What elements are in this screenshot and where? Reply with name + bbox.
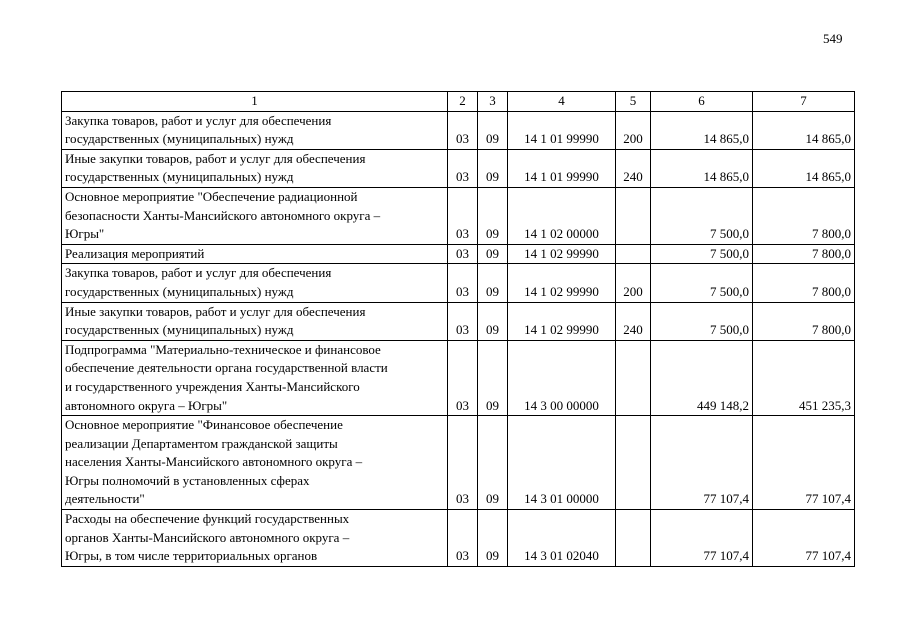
description-line: государственных (муниципальных) нужд [65,131,294,147]
table-row [62,302,855,340]
amount-year-2: 451 235,3 [753,340,855,415]
row-description [62,340,448,415]
description-line: Основное мероприятие "Обеспечение радиационной [65,188,358,204]
description-line: Расходы на обеспечение функций государственных [65,511,350,527]
target-article-code: 14 1 01 99990 [508,111,616,149]
amount-year-2: 7 800,0 [753,302,855,340]
subsection-code: 09 [478,340,508,415]
target-article-code: 14 3 01 02040 [508,510,616,567]
description-line: Югры полномочий в установленных сферах [65,472,310,488]
row-description [62,149,448,187]
section-code: 03 [448,111,478,149]
expense-type-code: 240 [616,302,651,340]
section-code: 03 [448,340,478,415]
table-body [62,111,855,566]
section-code: 03 [448,302,478,340]
description-line: реализации Департаментом гражданской защиты [65,435,338,451]
description-line: Иные закупки товаров, работ и услуг для обеспечения [65,303,366,319]
table-header [62,92,855,112]
header-col-7: 7 [753,92,855,112]
description-line: обеспечение деятельности органа государственной власти [65,360,388,376]
amount-year-1: 7 500,0 [651,187,753,244]
section-code: 03 [448,416,478,510]
row-description [62,302,448,340]
target-article-code: 14 1 01 99990 [508,149,616,187]
description-line: Закупка товаров, работ и услуг для обеспечения [65,112,332,128]
amount-year-1: 14 865,0 [651,111,753,149]
subsection-code: 09 [478,244,508,264]
target-article-code: 14 1 02 00000 [508,187,616,244]
header-col-2: 2 [448,92,478,112]
section-code: 03 [448,149,478,187]
table-row [62,340,855,415]
description-line: Закупка товаров, работ и услуг для обеспечения [65,265,332,281]
expense-type-code: 200 [616,264,651,302]
amount-year-2: 7 800,0 [753,264,855,302]
expense-type-code [616,340,651,415]
header-col-1: 1 [62,92,448,112]
header-col-3: 3 [478,92,508,112]
amount-year-1: 7 500,0 [651,302,753,340]
table-row [62,416,855,510]
description-line: государственных (муниципальных) нужд [65,169,294,185]
budget-table [61,91,855,567]
target-article-code: 14 1 02 99990 [508,264,616,302]
row-description [62,187,448,244]
description-line: государственных (муниципальных) нужд [65,322,294,338]
subsection-code: 09 [478,149,508,187]
subsection-code: 09 [478,264,508,302]
subsection-code: 09 [478,416,508,510]
amount-year-2: 14 865,0 [753,111,855,149]
amount-year-1: 7 500,0 [651,264,753,302]
section-code: 03 [448,244,478,264]
amount-year-1: 77 107,4 [651,416,753,510]
subsection-code: 09 [478,187,508,244]
expense-type-code: 200 [616,111,651,149]
amount-year-1: 14 865,0 [651,149,753,187]
amount-year-1: 77 107,4 [651,510,753,567]
description-line: населения Ханты-Мансийского автономного округа – [65,454,363,470]
amount-year-2: 7 800,0 [753,187,855,244]
description-line: Основное мероприятие "Финансовое обеспечение [65,417,343,433]
header-row [62,92,855,112]
target-article-code: 14 3 00 00000 [508,340,616,415]
table-row [62,187,855,244]
row-description [62,111,448,149]
expense-type-code [616,244,651,264]
row-description [62,264,448,302]
description-line: государственных (муниципальных) нужд [65,283,294,299]
expense-type-code [616,187,651,244]
description-line: и государственного учреждения Ханты-Мансийского [65,378,360,394]
table-row [62,111,855,149]
section-code: 03 [448,264,478,302]
amount-year-2: 7 800,0 [753,244,855,264]
description-line: безопасности Ханты-Мансийского автономного округа – [65,207,381,223]
target-article-code: 14 1 02 99990 [508,244,616,264]
target-article-code: 14 1 02 99990 [508,302,616,340]
expense-type-code: 240 [616,149,651,187]
expense-type-code [616,416,651,510]
expense-type-code [616,510,651,567]
table-row [62,149,855,187]
amount-year-2: 14 865,0 [753,149,855,187]
section-code: 03 [448,510,478,567]
amount-year-2: 77 107,4 [753,510,855,567]
table-row [62,264,855,302]
target-article-code: 14 3 01 00000 [508,416,616,510]
amount-year-2: 77 107,4 [753,416,855,510]
subsection-code: 09 [478,111,508,149]
row-description [62,416,448,510]
header-col-6: 6 [651,92,753,112]
description-line: автономного округа – Югры" [65,397,228,413]
description-line: Югры" [65,226,105,242]
row-description [62,244,448,264]
subsection-code: 09 [478,302,508,340]
description-line: деятельности" [65,491,145,507]
description-line: Реализация мероприятий [65,245,205,261]
description-line: Иные закупки товаров, работ и услуг для обеспечения [65,150,366,166]
table-row [62,244,855,264]
amount-year-1: 449 148,2 [651,340,753,415]
row-description [62,510,448,567]
section-code: 03 [448,187,478,244]
subsection-code: 09 [478,510,508,567]
header-col-5: 5 [616,92,651,112]
amount-year-1: 7 500,0 [651,244,753,264]
table-row [62,510,855,567]
header-col-4: 4 [508,92,616,112]
description-line: Подпрограмма "Материально-техническое и финансовое [65,341,381,357]
page-number: 549 [823,31,843,46]
description-line: Югры, в том числе территориальных органов [65,548,318,564]
description-line: органов Ханты-Мансийского автономного округа – [65,529,350,545]
